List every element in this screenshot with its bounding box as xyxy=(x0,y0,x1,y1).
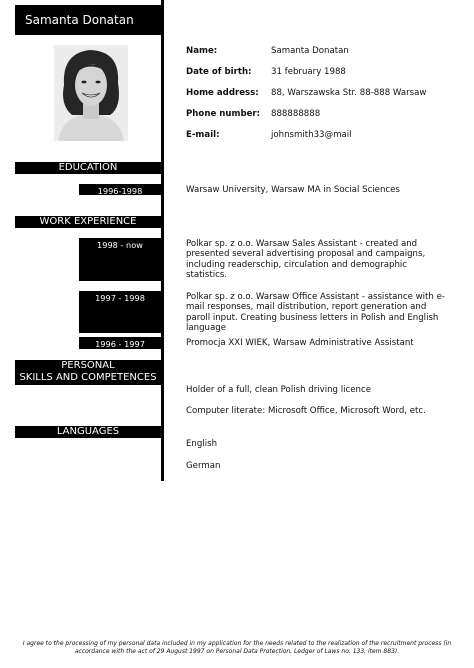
entry-work-1: Polkar sp. z o.o. Warsaw Office Assistant - assistance with e-mail responses, mail distribution, report generation and paroll input. Creating business letters in Polish and English language xyxy=(186,292,445,334)
info-label-dob: Date of birth: xyxy=(186,67,252,77)
vertical-divider xyxy=(161,0,164,481)
date-work-2: 1996 - 1997 xyxy=(79,337,161,349)
section-personal-skills-line1: PERSONAL xyxy=(61,360,115,371)
name-header: Samanta Donatan xyxy=(15,5,161,35)
date-work-1: 1997 - 1998 xyxy=(79,291,161,333)
info-label-name: Name: xyxy=(186,46,218,56)
entry-education-0: Warsaw University, Warsaw MA in Social Sciences xyxy=(186,185,400,195)
entry-language-1: German xyxy=(186,461,221,471)
info-value-dob: 31 february 1988 xyxy=(271,67,346,77)
date-work-0: 1998 - now xyxy=(79,238,161,281)
consent-footer: I agree to the processing of my personal data included in my application for the needs related to the realization of the recruitment process (in accordance with the act of 29 August 1997 on Personal Data Protection, Ledger of Laws no. 133, item 883). xyxy=(22,640,452,655)
section-languages: LANGUAGES xyxy=(15,426,161,438)
info-value-email: johnsmith33@mail xyxy=(271,130,352,140)
info-label-phone: Phone number: xyxy=(186,109,261,119)
section-education: EDUCATION xyxy=(15,162,161,174)
section-work-experience: WORK EXPERIENCE xyxy=(15,216,161,228)
section-personal-skills-line2: SKILLS AND COMPETENCES xyxy=(19,372,157,383)
info-value-phone: 888888888 xyxy=(271,109,321,119)
entry-language-0: English xyxy=(186,439,218,449)
profile-photo xyxy=(54,45,128,141)
info-value-name: Samanta Donatan xyxy=(271,46,349,56)
entry-work-2: Promocja XXI WIEK, Warsaw Administrative Assistant xyxy=(186,338,414,348)
entry-work-0: Polkar sp. z o.o. Warsaw Sales Assistant - created and presented several advertising proposal and campaigns, including readerschip, circulation and demographic statistics. xyxy=(186,239,426,281)
entry-skill-1: Computer literate: Microsoft Office, Microsoft Word, etc. xyxy=(186,406,426,416)
info-value-address: 88, Warszawska Str. 88-888 Warsaw xyxy=(271,88,427,98)
date-education-0: 1996-1998 xyxy=(79,184,161,195)
info-label-email: E-mail: xyxy=(186,130,220,140)
entry-skill-0: Holder of a full, clean Polish driving licence xyxy=(186,385,371,395)
section-personal-skills xyxy=(15,360,161,385)
info-label-address: Home address: xyxy=(186,88,259,98)
